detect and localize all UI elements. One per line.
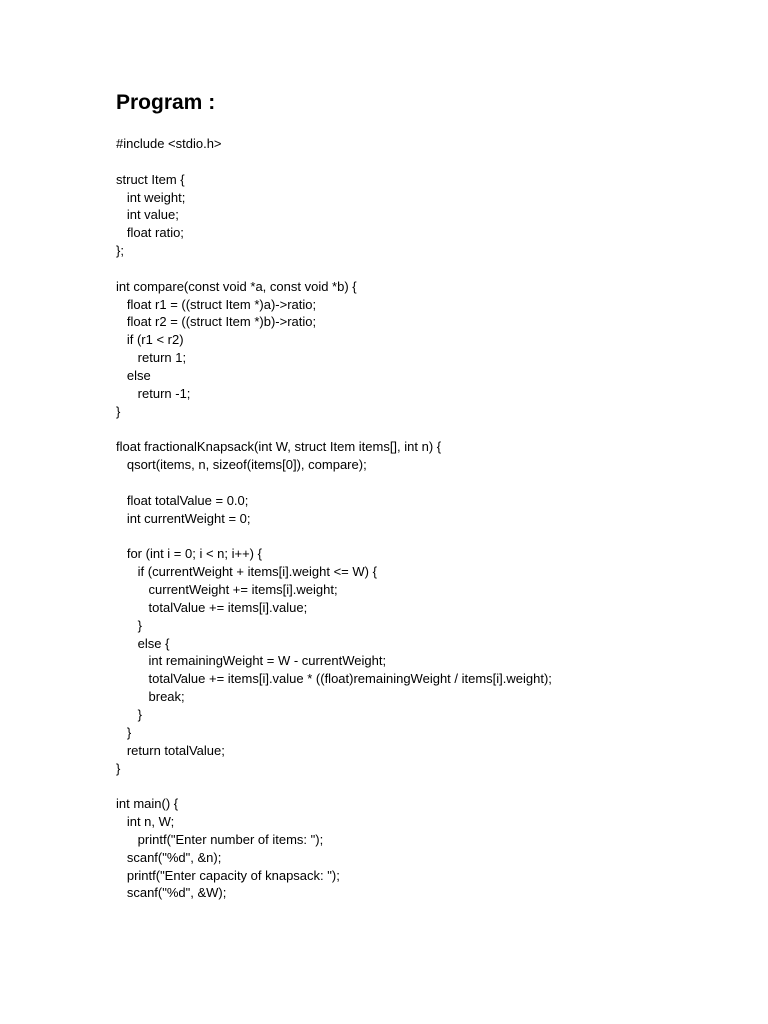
code-block — [116, 135, 756, 902]
code-line: int compare(const void *a, const void *b) { — [116, 278, 357, 294]
code-line: int main() { — [116, 796, 179, 812]
code-line: totalValue += items[i].value * ((float)remainingWeight / items[i].weight); — [116, 671, 552, 687]
code-line: for (int i = 0; i < n; i++) { — [116, 546, 262, 562]
code-line: int currentWeight = 0; — [116, 510, 251, 526]
code-line: return totalValue; — [116, 742, 225, 758]
page-heading: Program : — [116, 91, 216, 114]
code-line: scanf("%d", &W); — [116, 885, 227, 901]
code-line: int value; — [116, 207, 179, 223]
code-line: float ratio; — [116, 225, 184, 241]
code-line: break; — [116, 689, 185, 705]
code-line: scanf("%d", &n); — [116, 849, 222, 865]
code-line: return -1; — [116, 385, 191, 401]
code-line: int n, W; — [116, 814, 175, 830]
code-line: totalValue += items[i].value; — [116, 599, 308, 615]
code-line: else { — [116, 635, 170, 651]
code-line: qsort(items, n, sizeof(items[0]), compare); — [116, 457, 367, 473]
code-line: return 1; — [116, 350, 187, 366]
code-line: } — [116, 760, 121, 776]
code-line: int weight; — [116, 189, 186, 205]
code-line: } — [116, 707, 143, 722]
code-line: } — [116, 724, 132, 740]
code-line: float r1 = ((struct Item *)a)->ratio; — [116, 296, 317, 312]
code-line: } — [116, 617, 143, 633]
code-line — [116, 777, 756, 795]
code-line: else — [116, 367, 151, 383]
code-line — [116, 260, 756, 278]
code-line — [116, 528, 756, 546]
code-line: } — [116, 403, 121, 419]
code-line: if (currentWeight + items[i].weight <= W) { — [116, 564, 377, 580]
code-line — [116, 153, 756, 171]
code-line: printf("Enter capacity of knapsack: "); — [116, 867, 340, 883]
code-line: struct Item { — [116, 171, 185, 187]
code-line: float totalValue = 0.0; — [116, 492, 249, 508]
code-line: printf("Enter number of items: "); — [116, 831, 324, 847]
code-line: int remainingWeight = W - currentWeight; — [116, 653, 387, 669]
code-line: #include <stdio.h> — [116, 136, 222, 151]
code-line: float fractionalKnapsack(int W, struct Item items[], int n) { — [116, 439, 442, 455]
code-line: }; — [116, 243, 124, 259]
code-line: currentWeight += items[i].weight; — [116, 582, 338, 598]
code-line: if (r1 < r2) — [116, 332, 184, 348]
code-line: float r2 = ((struct Item *)b)->ratio; — [116, 314, 317, 330]
code-line — [116, 421, 756, 439]
code-line — [116, 474, 756, 492]
